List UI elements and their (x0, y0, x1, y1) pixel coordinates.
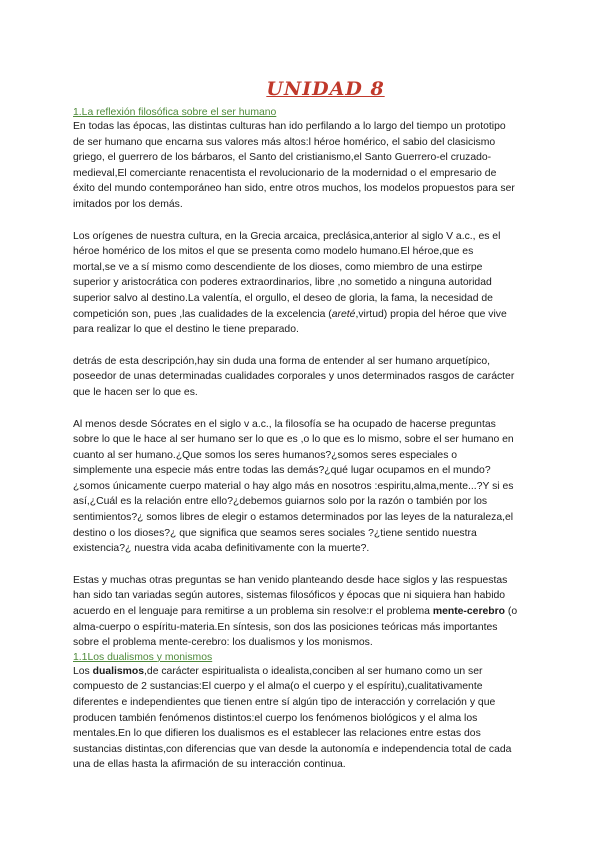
paragraph-5-text-a: Estas y muchas otras preguntas se han venido planteando desde hace siglos y las respuestas han sido tan variadas según autores, sistemas filosóficos y épocas que ni siquiera han habido acuerdo en el lenguaje para remitirse a un problema sin resolve:r el problema (73, 574, 508, 618)
paragraph-2-text-a: Los orígenes de nuestra cultura, en la Grecia arcaica, preclásica,anterior al siglo V a.c., es el héroe homérico de los mitos el que se presenta como modelo humano.El héroe,que es mortal,se ve a sí mismo como descendiente de los dioses, como miembro de una estirpe superior y aristocrática con poderes extraordinarios, libre ,no sometido a ninguna autoridad superior salvo al destino.La valentía, el orgullo, el deseo de gloria, la fama, la necesidad de competición son, pues ,las cualidades de la excelencia ( (73, 230, 501, 320)
paragraph-6-text-a: Los (73, 665, 93, 677)
paragraph-4: Al menos desde Sócrates en el siglo v a.c., la filosofía se ha ocupado de hacerse preguntas sobre lo que le hace al ser humano ser lo que es ,o lo que es lo mismo, sobre el ser humano en cuanto al ser humano.¿Que somos los seres humanos?¿somos seres especiales o simplemente una especie más entre todas las demás?¿qué lugar ocupamos en el mundo?¿somos únicamente cuerpo material o hay algo más en nosotros :espiritu,alma,mente...?Y si es así,¿Cuál es la relación entre ello?¿debemos guiarnos solo por la razón o también por los sentimientos?¿ somos libres de elegir o estamos determinados por las leyes de la naturaleza,el destino o los dioses?¿ que significa que seamos seres sociales ?¿tiene sentido nuestra existencia?¿ nuestra vida acaba definitivamente con la muerte?. (73, 418, 514, 555)
paragraph-6-text-b: ,de carácter espiritualista o idealista,conciben al ser humano como un ser compuesto de 2 sustancias:El cuerpo y el alma(o el cuerpo y el espíritu),cualitativamente diferentes e independientes que tienen entre sí algún tipo de interacción y correlación y que producen también fenómenos distintos:el cuerpo los fenómenos biológicos y el alma los mentales.En lo que difieren los dualismos es el establecer las relaciones entre estas dos sustancias distintas,con diferencias que van desde la autonomía e independencia total de cada una de ellas hasta la afirmación de su interacción continua. (73, 665, 512, 771)
mente-cerebro-term: mente-cerebro (432, 606, 506, 618)
paragraph-5-text-b: (o alma-cuerpo o espíritu-materia.En síntesis, son dos las posiciones teóricas más importantes sobre el problema mente-cerebro: los dualismos y los monismos. (73, 606, 518, 649)
section-heading-1: 1.La reflexión filosófica sobre el ser humano (73, 107, 277, 118)
paragraph-2-text-b: ,virtud) propia del héroe que vive para realizar lo que el destino le tiene preparado. (73, 308, 507, 336)
paragraph-5 (73, 573, 518, 651)
paragraph-6 (73, 664, 518, 773)
dualismos-term: dualismos (92, 665, 145, 677)
paragraph-3: detrás de esta descripción,hay sin duda una forma de entender al ser humano arquetípico, poseedor de unas determinadas cualidades corporales y unos determinados rasgos de carácter que le hacen ser lo que es. (73, 355, 515, 398)
paragraph-1: En todas las épocas, las distintas culturas han ido perfilando a lo largo del tiempo un prototipo de ser humano que encarna sus valores más altos:l héroe homérico, el sabio del clasicismo griego, el guerrero de los bárbaros, el Santo del cristianismo,el Santo Guerrero-el cruzado- medieval,El comerciante renacentista el revolucionario de la modernidad o el empresario de éxito del mundo contemporáneo han sido, entre otros muchos, los modelos propuestos para ser imitados por los demás. (73, 121, 515, 210)
section-heading-1-1: 1.1Los dualismos y monismos (73, 651, 213, 663)
paragraph-2 (73, 229, 518, 338)
page-title: UNIDAD 8 (266, 78, 385, 100)
arete-term: areté (331, 308, 356, 320)
